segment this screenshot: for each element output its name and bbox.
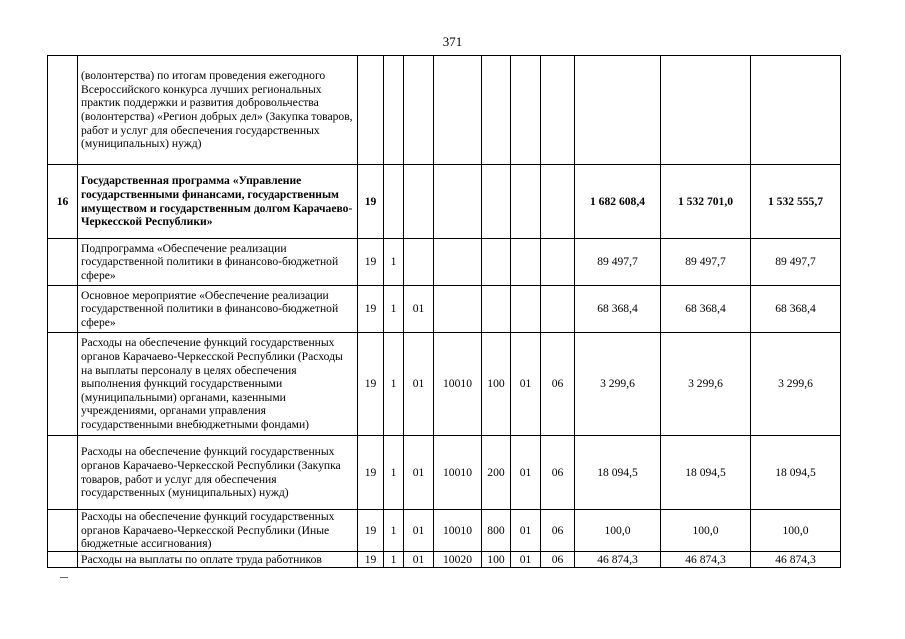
code-expense-type	[482, 286, 511, 333]
code-ministry: 19	[358, 165, 384, 239]
code-subsection	[541, 165, 575, 239]
code-event: 01	[404, 436, 434, 510]
code-section: 01	[511, 552, 541, 568]
amount-year-3: 46 874,3	[751, 552, 841, 568]
code-expense-type	[482, 165, 511, 239]
code-subprogram: 1	[384, 286, 404, 333]
code-direction	[434, 239, 482, 286]
table-row	[48, 333, 841, 436]
code-expense-type: 100	[482, 552, 511, 568]
code-section: 01	[511, 333, 541, 436]
code-section	[511, 286, 541, 333]
code-expense-type: 200	[482, 436, 511, 510]
code-event	[404, 56, 434, 165]
item-name: Подпрограмма «Обеспечение реализации государственной политики в финансово-бюджетной сфере»	[78, 239, 358, 286]
item-name: Расходы на обеспечение функций государственных органов Карачаево-Черкесской Республики (Иные бюджетные ассигнования)	[78, 510, 358, 552]
code-ministry: 19	[358, 333, 384, 436]
row-number	[48, 286, 78, 333]
amount-year-2: 100,0	[661, 510, 751, 552]
row-number	[48, 552, 78, 568]
amount-year-2: 1 532 701,0	[661, 165, 751, 239]
code-section: 01	[511, 436, 541, 510]
code-section	[511, 56, 541, 165]
code-section	[511, 165, 541, 239]
code-expense-type	[482, 56, 511, 165]
item-name: Расходы на обеспечение функций государственных органов Карачаево-Черкесской Республики (Расходы на выплаты персоналу в целях обеспечения выполнения функций государственными (муниципальными) органами, казенными учреждениями, органами управления государственными внебюджетными фондами)	[78, 333, 358, 436]
code-subsection: 06	[541, 333, 575, 436]
code-subsection: 06	[541, 552, 575, 568]
amount-year-1	[575, 56, 661, 165]
code-subprogram	[384, 165, 404, 239]
code-direction: 10020	[434, 552, 482, 568]
code-subprogram: 1	[384, 333, 404, 436]
table-row	[48, 286, 841, 333]
code-subsection: 06	[541, 436, 575, 510]
row-number: 16	[48, 165, 78, 239]
row-number	[48, 56, 78, 165]
amount-year-3: 68 368,4	[751, 286, 841, 333]
amount-year-2: 3 299,6	[661, 333, 751, 436]
amount-year-2: 18 094,5	[661, 436, 751, 510]
code-ministry: 19	[358, 552, 384, 568]
code-ministry: 19	[358, 510, 384, 552]
item-name: Основное мероприятие «Обеспечение реализации государственной политики в финансово-бюджетной сфере»	[78, 286, 358, 333]
amount-year-3: 100,0	[751, 510, 841, 552]
amount-year-3: 18 094,5	[751, 436, 841, 510]
code-subsection: 06	[541, 510, 575, 552]
amount-year-3	[751, 56, 841, 165]
amount-year-1: 18 094,5	[575, 436, 661, 510]
code-subprogram: 1	[384, 436, 404, 510]
row-number	[48, 239, 78, 286]
code-section: 01	[511, 510, 541, 552]
table-row	[48, 56, 841, 165]
code-subsection	[541, 239, 575, 286]
code-event	[404, 165, 434, 239]
amount-year-3: 89 497,7	[751, 239, 841, 286]
code-subprogram	[384, 56, 404, 165]
code-subsection	[541, 56, 575, 165]
code-direction	[434, 286, 482, 333]
code-ministry: 19	[358, 286, 384, 333]
item-name: Государственная программа «Управление государственными финансами, государственным имуществом и государственным долгом Карачаево-Черкесской Республики»	[78, 165, 358, 239]
code-direction: 10010	[434, 333, 482, 436]
code-expense-type	[482, 239, 511, 286]
code-expense-type: 800	[482, 510, 511, 552]
item-name: Расходы на выплаты по оплате труда работников	[78, 552, 358, 568]
amount-year-1: 46 874,3	[575, 552, 661, 568]
row-number	[48, 510, 78, 552]
code-direction	[434, 56, 482, 165]
amount-year-1: 89 497,7	[575, 239, 661, 286]
code-ministry: 19	[358, 239, 384, 286]
budget-table	[47, 55, 841, 568]
table-row	[48, 552, 841, 568]
table-row	[48, 510, 841, 552]
code-direction: 10010	[434, 436, 482, 510]
amount-year-1: 1 682 608,4	[575, 165, 661, 239]
table-row	[48, 436, 841, 510]
code-ministry: 19	[358, 436, 384, 510]
code-event: 01	[404, 510, 434, 552]
code-section	[511, 239, 541, 286]
code-event: 01	[404, 286, 434, 333]
amount-year-2: 46 874,3	[661, 552, 751, 568]
amount-year-3: 1 532 555,7	[751, 165, 841, 239]
amount-year-3: 3 299,6	[751, 333, 841, 436]
code-expense-type: 100	[482, 333, 511, 436]
row-number	[48, 333, 78, 436]
code-event	[404, 239, 434, 286]
item-name: Расходы на обеспечение функций государственных органов Карачаево-Черкесской Республики (Закупка товаров, работ и услуг для обеспечения государственных (муниципальных) нужд)	[78, 436, 358, 510]
code-subsection	[541, 286, 575, 333]
table-row	[48, 239, 841, 286]
amount-year-1: 68 368,4	[575, 286, 661, 333]
table-row	[48, 165, 841, 239]
code-event: 01	[404, 552, 434, 568]
code-subprogram: 1	[384, 510, 404, 552]
row-number	[48, 436, 78, 510]
code-subprogram: 1	[384, 239, 404, 286]
code-subprogram: 1	[384, 552, 404, 568]
code-direction: 10010	[434, 510, 482, 552]
amount-year-1: 100,0	[575, 510, 661, 552]
code-direction	[434, 165, 482, 239]
margin-mark	[60, 577, 68, 578]
amount-year-2	[661, 56, 751, 165]
amount-year-2: 68 368,4	[661, 286, 751, 333]
code-ministry	[358, 56, 384, 165]
item-name: (волонтерства) по итогам проведения ежегодного Всероссийского конкурса лучших региональных практик поддержки и развития добровольчества (волонтерства) «Регион добрых дел» (Закупка товаров, работ и услуг для обеспечения государственных (муниципальных) нужд)	[78, 56, 358, 165]
code-event: 01	[404, 333, 434, 436]
page-number: 371	[442, 34, 463, 49]
amount-year-1: 3 299,6	[575, 333, 661, 436]
amount-year-2: 89 497,7	[661, 239, 751, 286]
